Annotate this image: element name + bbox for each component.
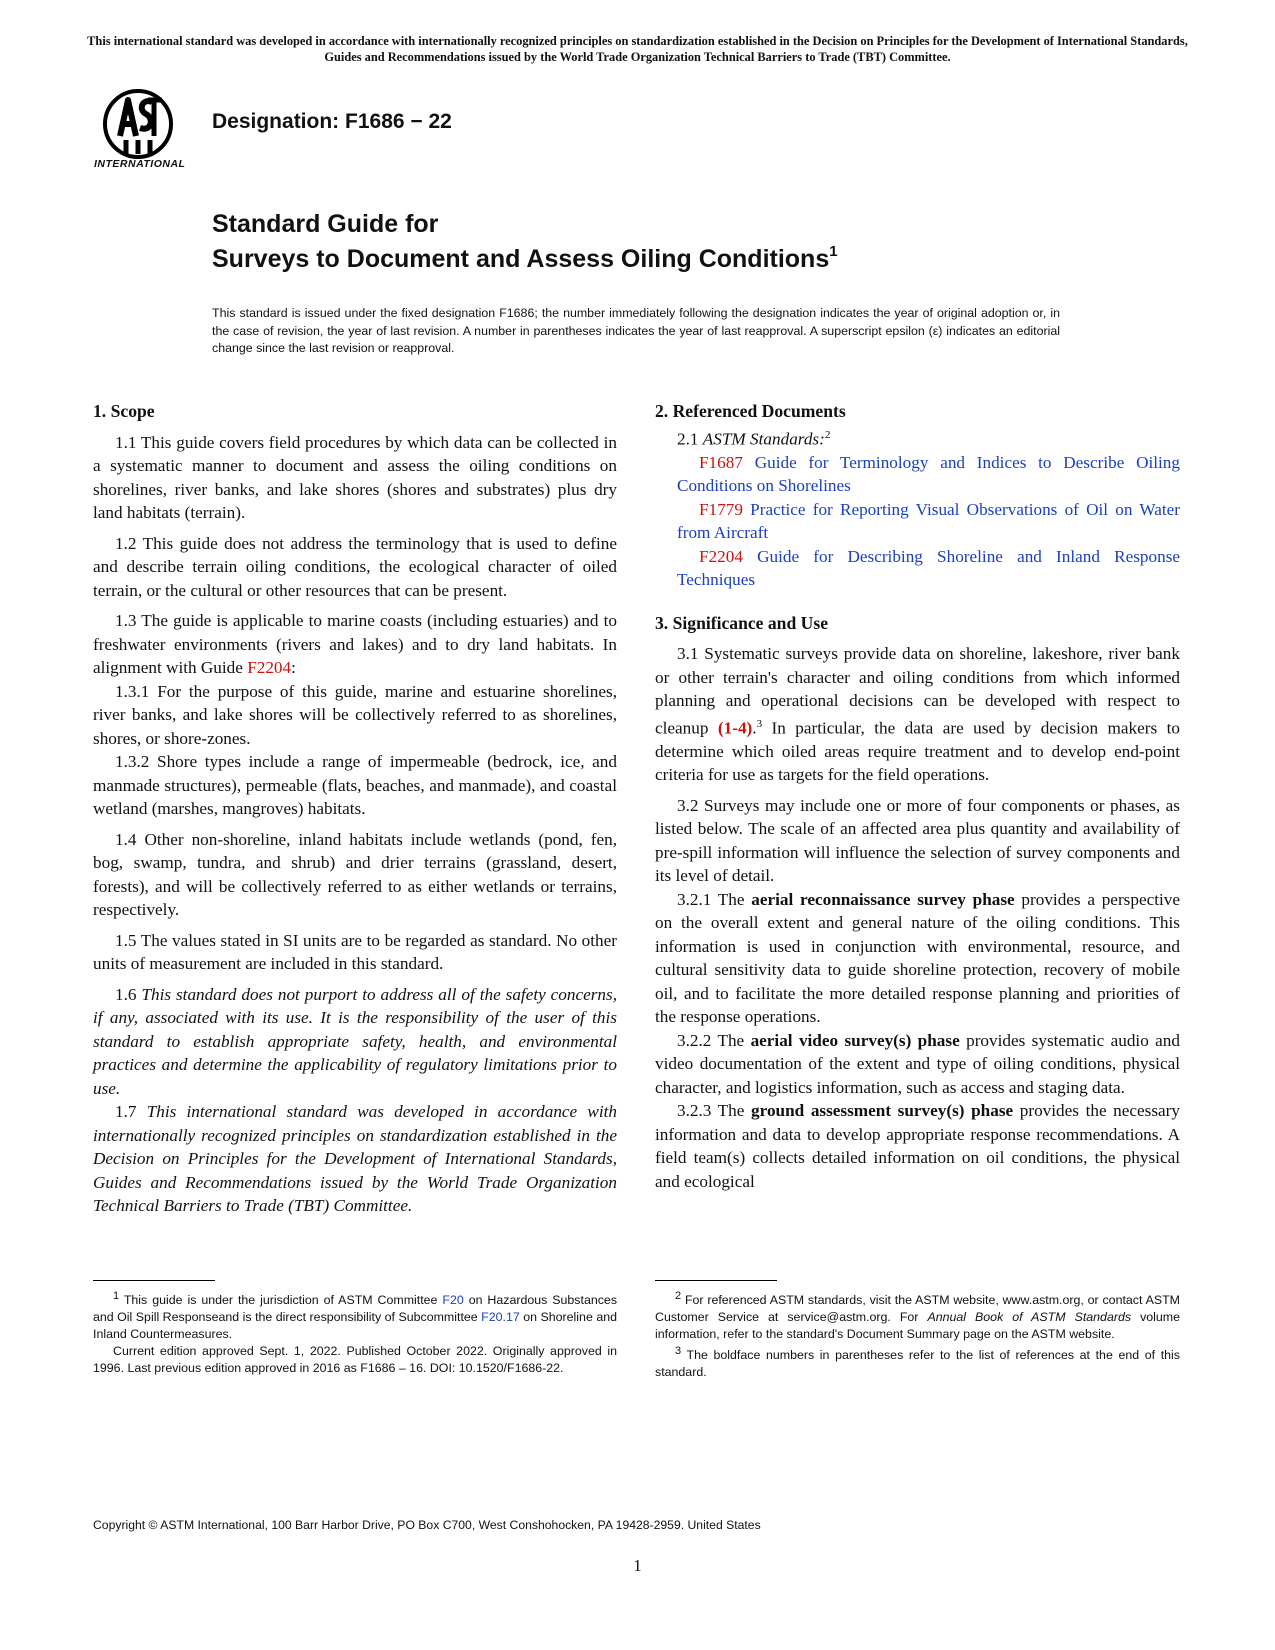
para-3-1: 3.1 Systematic surveys provide data on shoreline, lakeshore, river bank or other terrain's character and oiling conditions from which informed planning and operational decisions can be developed with respect to cleanup (1-4).$^3$ In particular, the data are used by decision makers to determine which oiled areas require treatment and to develop end-point criteria for use as targets for the field operations. — [655, 644, 1180, 785]
para-1-5: 1.5 The values stated in SI units are to be regarded as standard. No other units of measurement are included in this standard. — [93, 930, 617, 973]
para-3-2-1: 3.2.1 The aerial reconnaissance survey phase provides a perspective on the overall extent and general nature of the oiling conditions. This information is used in conjunction with environmental, resource, and cultural sensitivity data to guide shoreline protection, recovery of mobile oil, and to facilitate the more detailed response planning and priorities of the response operations. — [655, 889, 1180, 1027]
wto-notice: This international standard was developed in accordance with internationally recognized principles on standardization established in the Decision on Principles for the Development of International Standards, Guides and Recommendations issued by the World Trade Organization Technical Barriers to Trade (TBT) Committee. — [87, 34, 1188, 64]
footnote-1: $^1$ This guide is under the jurisdiction of ASTM Committee F20 on Hazardous Substances and Oil Spill Responseand is the direct responsibility of Subcommittee F20.17 on Shoreline and Inland Countermeasures. — [93, 1290, 618, 1342]
page-title — [212, 207, 838, 277]
title-line-1: Standard Guide for — [212, 210, 439, 238]
significance-heading: 3. Significance and Use — [655, 612, 829, 633]
footnote-3: $^3$ The boldface numbers in parentheses refer to the list of references at the end of this standard. — [655, 1345, 1180, 1380]
para-1-1: 1.1 This guide covers field procedures by which data can be collected in a systematic manner to document and assess the oiling conditions on shorelines, river banks, and lake shores (shores and substrates) plus dry land habitats (terrain). — [93, 432, 617, 522]
para-1-7: 1.7 This international standard was developed in accordance with internationally recognized principles on standardization established in the Decision on Principles for the Development of International Standards, Guides and Recommendations issued by the World Trade Organization Technical Barriers to Trade (TBT) Committee. — [93, 1102, 617, 1215]
title-footnote-mark[interactable]: 1 — [829, 242, 838, 260]
ref-item[interactable]: F1687 Guide for Terminology and Indices to Describe Oiling Conditions on Shorelines — [677, 452, 1180, 496]
para-1-6: 1.6 This standard does not purport to address all of the safety concerns, if any, associated with its use. It is the responsibility of the user of this standard to establish appropriate safety, health, and environmental practices and determine the applicability of regulatory limitations prior to use. — [93, 984, 618, 1098]
astm-logo — [92, 84, 192, 176]
copyright: Copyright © ASTM International, 100 Barr Harbor Drive, PO Box C700, West Conshohocken, PA 19428-2959. United States — [93, 1518, 761, 1532]
footnotes-left — [93, 1288, 617, 1377]
issuance-note: This standard is issued under the fixed designation F1686; the number immediately following the designation indicates the year of original adoption or, in the case of revision, the year of last revision. A number in parentheses indicates the year of last reapproval. A superscript epsilon (ε) indicates an editorial change since the last revision or reapproval. — [212, 306, 1060, 355]
left-column — [93, 400, 617, 1218]
page-number: 1 — [633, 1556, 642, 1575]
title-line-2: Surveys to Document and Assess Oiling Conditions$^1$ — [212, 242, 838, 273]
designation: Designation: F1686 − 22 — [212, 110, 452, 133]
para-1-2: 1.2 This guide does not address the terminology that is used to define and describe terrain oiling conditions, the ecological character of oiled terrain, or the cultural or other resources that can be present. — [93, 533, 617, 600]
para-1-4: 1.4 Other non-shoreline, inland habitats include wetlands (pond, fen, bog, swamp, tundra, and shrub) and drier terrains (grassland, desert, forests), and will be collectively referred to as either wetlands or terrains, respectively. — [93, 829, 617, 919]
logo-text: INTERNATIONAL — [94, 158, 186, 170]
link-f2204[interactable]: F2204 — [247, 658, 292, 677]
para-3-2: 3.2 Surveys may include one or more of four components or phases, as listed below. The scale of an affected area plus quantity and availability of pre-spill information will influence the selection of survey components and its level of detail. — [655, 795, 1180, 886]
link-f20[interactable]: F20 — [442, 1293, 464, 1308]
para-1-3-1: 1.3.1 For the purpose of this guide, marine and estuarine shorelines, river banks, and lake shores will be collectively referred to as shorelines, shores, or shore-zones. — [93, 681, 617, 748]
para-1-3: 1.3 The guide is applicable to marine coasts (including estuaries) and to freshwater environments (rivers and lakes) and to dry land habitats. In alignment with Guide F2204: — [93, 611, 617, 677]
footnote-divider — [655, 1280, 777, 1281]
ref-1-4[interactable]: (1-4) — [717, 718, 753, 738]
para-3-2-3: 3.2.3 The ground assessment survey(s) phase provides the necessary information and data to develop appropriate response recommendations. A field team(s) collects detailed information on oil conditions, the physical and ecological — [655, 1101, 1180, 1191]
footnote-2: $^2$ For referenced ASTM standards, visit the ASTM website, www.astm.org, or contact ASTM Customer Service at service@astm.org. For Annual Book of ASTM Standards volume information, refer to the standard's Document Summary page on the ASTM website. — [655, 1290, 1181, 1342]
astm-standards-label: 2.1 ASTM Standards:$^2$ — [677, 428, 831, 449]
ref-item[interactable]: F1779 Practice for Reporting Visual Observations of Oil on Water from Aircraft — [677, 499, 1180, 543]
link-f20-17[interactable]: F20.17 — [481, 1310, 520, 1325]
right-column — [655, 400, 1180, 1193]
ref-item[interactable]: F2204 Guide for Describing Shoreline and Inland Response Techniques — [677, 546, 1181, 590]
footnotes-right — [655, 1288, 1180, 1381]
para-1-3-2: 1.3.2 Shore types include a range of impermeable (bedrock, ice, and manmade structures), permeable (flats, beaches, and manmade), and coastal wetland (marshes, mangroves) habitats. — [93, 752, 617, 818]
scope-heading: 1. Scope — [93, 401, 155, 421]
referenced-heading: 2. Referenced Documents — [655, 401, 846, 421]
footnote-divider — [93, 1280, 215, 1281]
para-3-2-2: 3.2.2 The aerial video survey(s) phase provides systematic audio and video documentation of the extent and type of oiling conditions, physical character, and logistics information, such as access and staging data. — [655, 1030, 1180, 1097]
footnote-1-edition: Current edition approved Sept. 1, 2022. Published October 2022. Originally approved in 1996. Last previous edition approved in 2016 as F1686 – 16. DOI: 10.1520/F1686-22. — [93, 1344, 617, 1376]
